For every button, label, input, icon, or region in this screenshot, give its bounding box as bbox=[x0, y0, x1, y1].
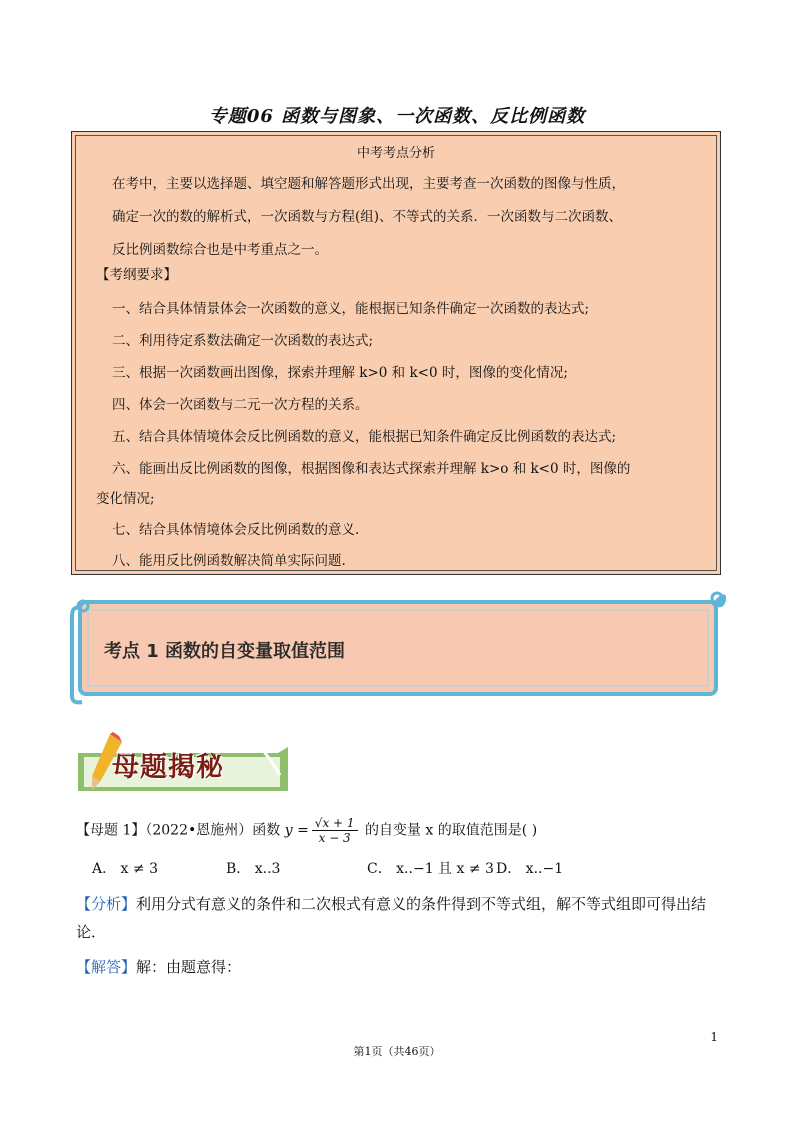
badge-title: 母题揭秘 bbox=[112, 752, 224, 783]
intro-line: 在考中，主要以选择题、填空题和解答题形式出现，主要考查一次函数的图像与性质， bbox=[112, 176, 625, 192]
outline-item: 六、能画出反比例函数的图像，根据图像和表达式探索并理解 k>o 和 k<0 时，图像的 bbox=[112, 461, 631, 477]
document-title: 专题06 函数与图象、一次函数、反比例函数 bbox=[208, 106, 586, 127]
answer-tag: 【解答】 bbox=[76, 958, 137, 976]
box-inner-border bbox=[75, 135, 717, 571]
fraction-denominator: x − 3 bbox=[318, 831, 351, 845]
outline-item: 变化情况; bbox=[96, 491, 155, 507]
outline-item: 五、结合具体情境体会反比例函数的意义，能根据已知条件确定反比例函数的表达式; bbox=[112, 429, 617, 445]
outline-item: 一、结合具体情景体会一次函数的意义，能根据已知条件确定一次函数的表达式; bbox=[112, 301, 590, 317]
question-suffix: 的自变量 x 的取值范围是( ) bbox=[360, 822, 538, 839]
option-a: A． x ≠ 3 bbox=[92, 861, 158, 877]
answer-text: 解：由题意得： bbox=[136, 958, 242, 976]
section-banner-title: 考点 1 函数的自变量取值范围 bbox=[104, 641, 346, 662]
page-number: 1 bbox=[710, 1030, 718, 1044]
intro-line: 反比例函数综合也是中考重点之一。 bbox=[112, 242, 328, 258]
question-prefix: 【母题 1】（2022•恩施州）函数 bbox=[76, 822, 285, 839]
outline-item: 二、利用待定系数法确定一次函数的表达式; bbox=[112, 333, 374, 349]
analysis-text: 利用分式有意义的条件和二次根式有意义的条件得到不等式组，解不等式组即可得出结论． bbox=[76, 895, 707, 941]
answer-paragraph bbox=[76, 956, 241, 977]
option-d: D． x..−1 bbox=[496, 861, 564, 877]
outline-item: 七、结合具体情境体会反比例函数的意义. bbox=[112, 522, 360, 538]
option-b: B． x..3 bbox=[226, 861, 281, 877]
outline-label: 【考纲要求】 bbox=[96, 267, 177, 283]
outline-item: 八、能用反比例函数解决简单实际问题. bbox=[112, 553, 346, 569]
fraction bbox=[312, 816, 358, 845]
intro-line: 确定一次的数的解析式，一次函数与方程(组)、不等式的关系．一次函数与二次函数、 bbox=[112, 209, 623, 225]
analysis-paragraph bbox=[76, 890, 726, 946]
exam-analysis-box bbox=[71, 131, 721, 575]
option-c: C． x..−1 且 x ≠ 3 bbox=[367, 861, 494, 877]
function-lhs: y = bbox=[284, 822, 309, 839]
outline-item: 四、体会一次函数与二元一次方程的关系。 bbox=[112, 397, 369, 413]
outline-item: 三、根据一次函数画出图像，探索并理解 k>0 和 k<0 时，图像的变化情况; bbox=[112, 365, 568, 381]
question-stem bbox=[76, 816, 537, 845]
page-footer: 第1页（共46页） bbox=[353, 1045, 441, 1058]
box-heading: 中考考点分析 bbox=[356, 146, 435, 161]
analysis-tag: 【分析】 bbox=[76, 895, 137, 913]
fraction-numerator: √x + 1 bbox=[312, 816, 358, 831]
